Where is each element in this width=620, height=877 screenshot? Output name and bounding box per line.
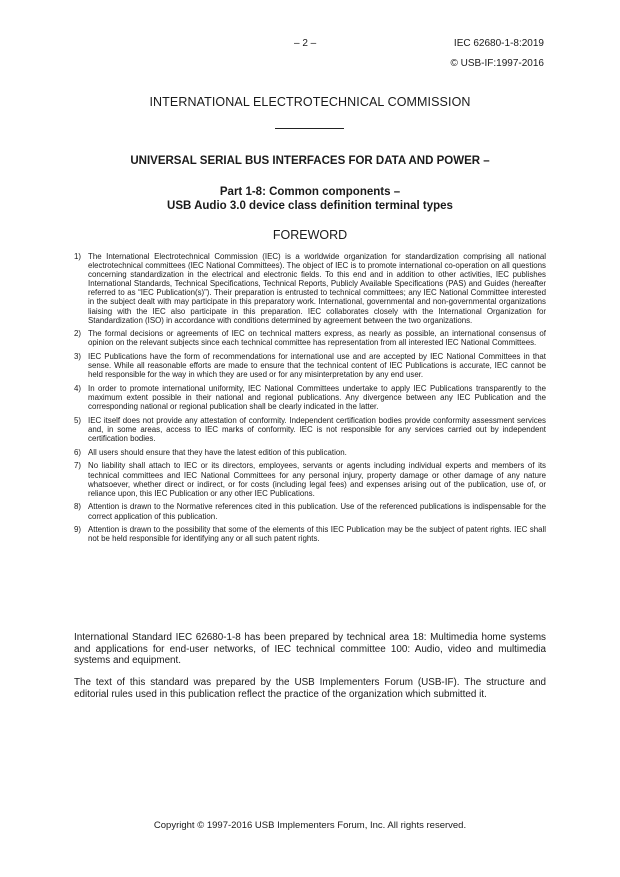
header-copyright: © USB-IF:1997-2016 [450,58,544,69]
list-item [74,448,546,457]
list-item-text: The International Electrotechnical Commission (IEC) is a worldwide organization for standardization comprising all national electrotechnical committees (IEC National Committees). The object of IEC is to promote international co-operation on all questions concerning standardization in the electrical and electronic fields. To this end and in addition to other activities, IEC publishes International Standards, Technical Specifications, Technical Reports, Publicly Available Specifications (PAS) and Guides (hereafter referred to as “IEC Publication(s)”). Their preparation is entrusted to technical committees; any IEC National Committee interested in the subject dealt with may participate in this preparatory work. International, governmental and non-governmental organizations liaising with the IEC also participate in this preparation. IEC collaborates closely with the International Organization for Standardization (ISO) in accordance with conditions determined by agreement between the two organizations. [88,252,546,325]
list-item-text: Attention is drawn to the Normative references cited in this publication. Use of the referenced publications is indispensable for the correct application of this publication. [88,502,546,521]
divider-rule [275,128,344,129]
preparation-paragraph: International Standard IEC 62680-1-8 has been prepared by technical area 18: Multimedia home systems and applications for end-user networks, of IEC technical committee 100: Audio, video and multimedia systems and equipment. [74,632,546,666]
list-item [74,416,546,443]
list-item-number: 4) [74,384,82,393]
document-subtitle [0,185,620,213]
list-item-number: 6) [74,447,82,457]
list-item [74,525,546,543]
list-item-number: 8) [74,502,82,512]
list-item-text: No liability shall attach to IEC or its directors, employees, servants or agents including individual experts and members of its technical committees and IEC National Committees for any personal injury, property damage or other damage of any nature whatsoever, whether direct or indirect, or for costs (including legal fees) and expenses arising out of the publication, use of, or reliance upon, this IEC Publication or any other IEC Publications. [88,461,546,498]
list-item-text: In order to promote international uniformity, IEC National Committees undertake to apply IEC Publications transparently to the maximum extent possible in their national and regional publications. Any divergence between any IEC Publication and the corresponding national or regional publication shall be clearly indicated in the latter. [88,384,546,412]
source-paragraph: The text of this standard was prepared by the USB Implementers Forum (USB-IF). The structure and editorial rules used in this publication reflect the practice of the organization which submitted it. [74,677,546,700]
document-title: UNIVERSAL SERIAL BUS INTERFACES FOR DATA AND POWER – [130,155,490,167]
footer-copyright: Copyright © 1997-2016 USB Implementers Forum, Inc. All rights reserved. [153,820,467,831]
list-item-text: IEC itself does not provide any attestation of conformity. Independent certification bodies provide conformity assessment services and, in some areas, access to IEC marks of conformity. IEC is not responsible for any services carried out by independent certification bodies. [88,415,546,444]
list-item-text: The formal decisions or agreements of IEC on technical matters express, as nearly as possible, an international consensus of opinion on the relevant subjects since each technical committee has representation from all interested IEC National Committees. [88,329,546,348]
list-item [74,329,546,347]
subtitle-line-2: USB Audio 3.0 device class definition terminal types [167,200,453,212]
list-item [74,252,546,325]
list-item-number: 3) [74,352,82,362]
list-item-number: 1) [74,252,82,261]
foreword-list [74,252,546,548]
list-item [74,384,546,411]
list-item [74,352,546,379]
list-item-text: Attention is drawn to the possibility that some of the elements of this IEC Publication may be the subject of patent rights. IEC shall not be held responsible for identifying any or all such patent rights. [88,525,546,544]
list-item-number: 7) [74,461,82,471]
page-number: – 2 – [294,38,317,49]
organization-name: INTERNATIONAL ELECTROTECHNICAL COMMISSION [149,95,471,109]
doc-id: IEC 62680-1-8:2019 [453,38,544,49]
subtitle-line-1: Part 1-8: Common components – [219,186,401,198]
list-item [74,502,546,520]
list-item-text: IEC Publications have the form of recommendations for international use and are accepted by IEC National Committees in that sense. While all reasonable efforts are made to ensure that the technical content of IEC Publications is accurate, IEC cannot be held responsible for the way in which they are used or for any misinterpretation by any end user. [88,352,546,380]
list-item-number: 2) [74,329,82,339]
foreword-heading: FOREWORD [272,228,348,242]
list-item [74,461,546,497]
list-item-text: All users should ensure that they have the latest edition of this publication. [88,447,347,457]
list-item-number: 5) [74,415,82,425]
list-item-number: 9) [74,525,82,535]
